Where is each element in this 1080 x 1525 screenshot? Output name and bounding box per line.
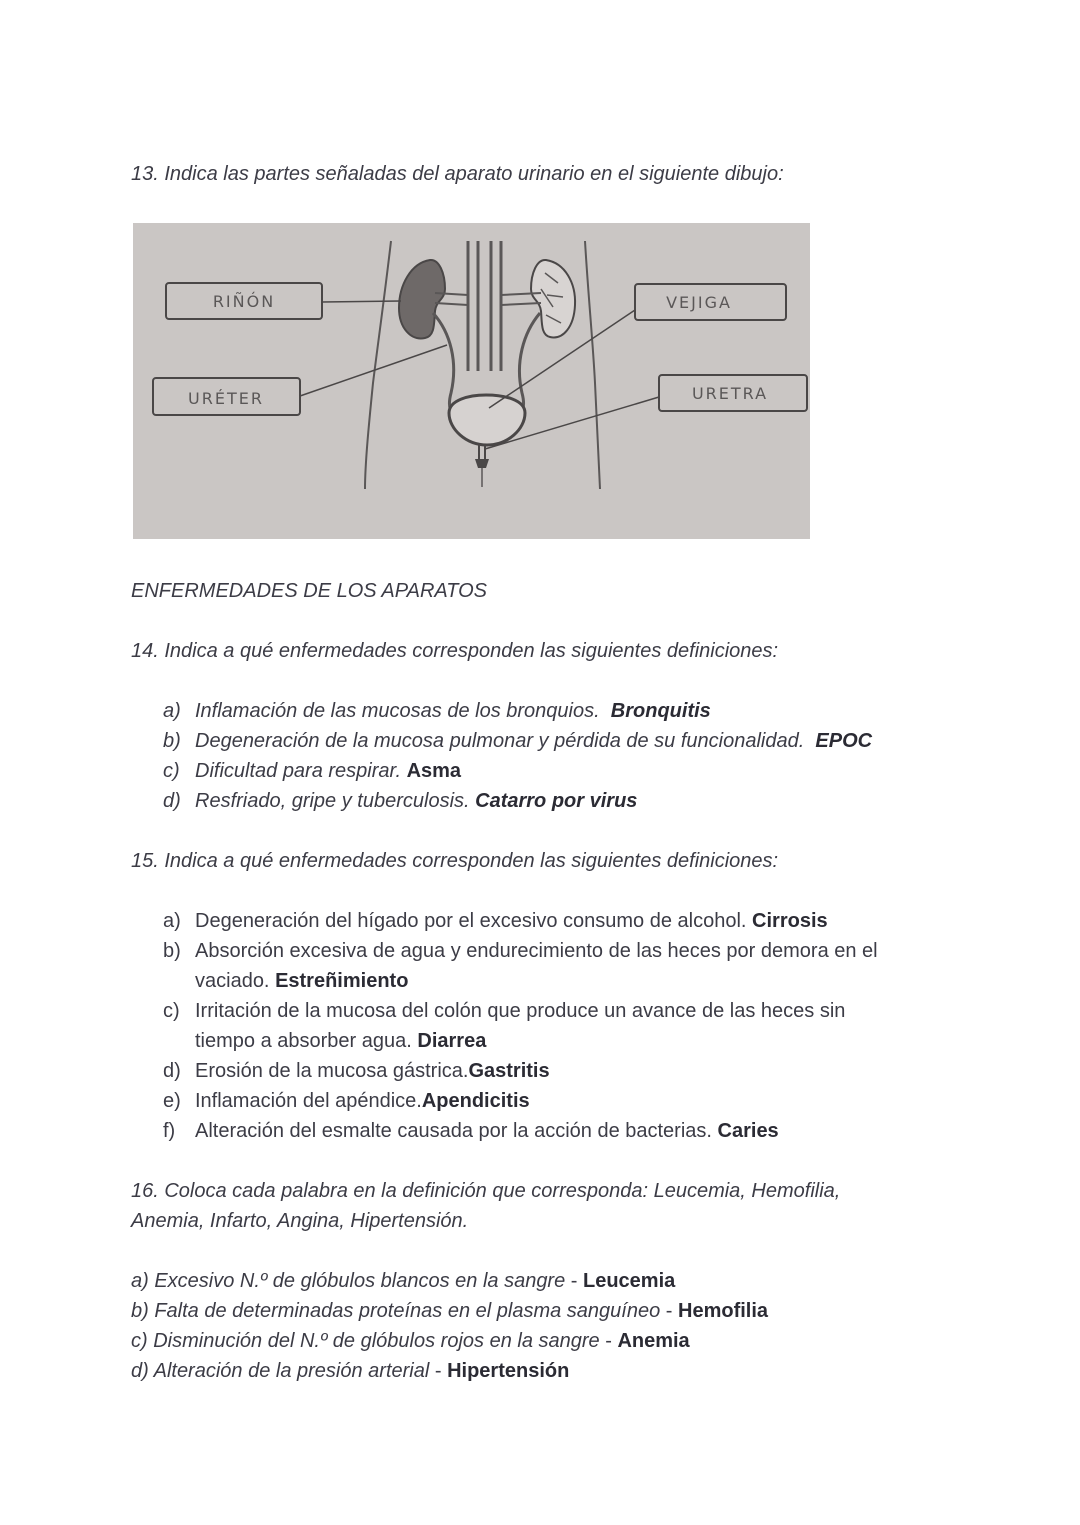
item-text: Inflamación de las mucosas de los bronquios.	[195, 700, 600, 722]
item-text: Irritación de la mucosa del colón que produce un avance de las heces sin	[195, 1000, 846, 1022]
item-text: c) Disminución del N.º de glóbulos rojos en la sangre	[131, 1330, 600, 1352]
item-text-cont: tiempo a absorber agua.	[195, 1030, 412, 1052]
item-text: d) Alteración de la presión arterial	[131, 1360, 430, 1382]
item-answer: Anemia	[617, 1330, 690, 1352]
item-text: Degeneración del hígado por el excesivo consumo de alcohol.	[195, 910, 747, 932]
q16-heading-line1: 16. Coloca cada palabra en la definición que corresponda: Leucemia, Hemofilia,	[131, 1180, 841, 1202]
item-answer: Leucemia	[583, 1270, 676, 1292]
label-uretra: URETRA	[691, 384, 769, 403]
q15-heading: 15. Indica a qué enfermedades corresponden las siguientes definiciones:	[131, 850, 779, 872]
item-text: Alteración del esmalte causada por la acción de bacterias.	[195, 1120, 712, 1142]
q14-heading: 14. Indica a qué enfermedades corresponden las siguientes definiciones:	[131, 640, 779, 662]
item-label: c)	[163, 1000, 180, 1022]
item-text: b) Falta de determinadas proteínas en el plasma sanguíneo	[131, 1300, 661, 1322]
item-answer: Apendicitis	[421, 1090, 530, 1112]
item-text: Absorción excesiva de agua y endurecimiento de las heces por demora en el	[195, 940, 878, 962]
item-label: a)	[163, 700, 181, 722]
item-text: Degeneración de la mucosa pulmonar y pérdida de su funcionalidad.	[195, 730, 805, 752]
urinary-system-figure	[133, 223, 810, 539]
item-label: f)	[163, 1120, 176, 1142]
item-sep: -	[599, 1330, 618, 1352]
item-answer: Cirrosis	[752, 910, 828, 932]
item-label: d)	[163, 1060, 181, 1082]
list-item	[131, 1266, 675, 1296]
item-label: e)	[163, 1090, 181, 1112]
item-answer: Asma	[406, 760, 462, 782]
item-text: Resfriado, gripe y tuberculosis.	[195, 790, 470, 812]
leader-rinon	[322, 301, 401, 302]
item-label: c)	[163, 760, 180, 782]
item-label: d)	[163, 790, 181, 812]
item-answer: Estreñimiento	[275, 970, 409, 992]
item-answer: Bronquitis	[610, 700, 711, 722]
item-label: b)	[163, 730, 181, 752]
list-item	[131, 1326, 690, 1356]
item-answer: Diarrea	[417, 1030, 487, 1052]
item-text: a) Excesivo N.º de glóbulos blancos en la sangre	[131, 1270, 566, 1292]
label-rinon: RIÑÓN	[212, 292, 276, 311]
item-answer: Hemofilia	[678, 1300, 769, 1322]
item-text: Dificultad para respirar.	[195, 760, 402, 782]
section-title: ENFERMEDADES DE LOS APARATOS	[131, 580, 488, 602]
item-text: Erosión de la mucosa gástrica.	[195, 1060, 469, 1082]
item-sep: -	[660, 1300, 678, 1322]
item-sep: -	[429, 1360, 448, 1382]
q13-heading: 13. Indica las partes señaladas del aparato urinario en el siguiente dibujo:	[131, 163, 784, 185]
item-sep: -	[565, 1270, 583, 1292]
item-label: a)	[163, 910, 181, 932]
item-text-cont: vaciado.	[195, 970, 270, 992]
item-answer: Hipertensión	[447, 1360, 570, 1382]
item-text: Inflamación del apéndice.	[195, 1090, 422, 1112]
item-answer: Catarro por virus	[475, 790, 638, 812]
item-answer: Gastritis	[468, 1060, 550, 1082]
q16-heading-line2: Anemia, Infarto, Angina, Hipertensión.	[131, 1210, 469, 1232]
item-label: b)	[163, 940, 181, 962]
figure-background	[133, 223, 810, 539]
item-answer: Caries	[717, 1120, 779, 1142]
item-answer: EPOC	[815, 730, 873, 752]
label-ureter: URÉTER	[188, 389, 264, 408]
list-item	[131, 1356, 569, 1386]
list-item	[131, 1296, 768, 1326]
label-vejiga: VEJIGA	[666, 293, 732, 312]
